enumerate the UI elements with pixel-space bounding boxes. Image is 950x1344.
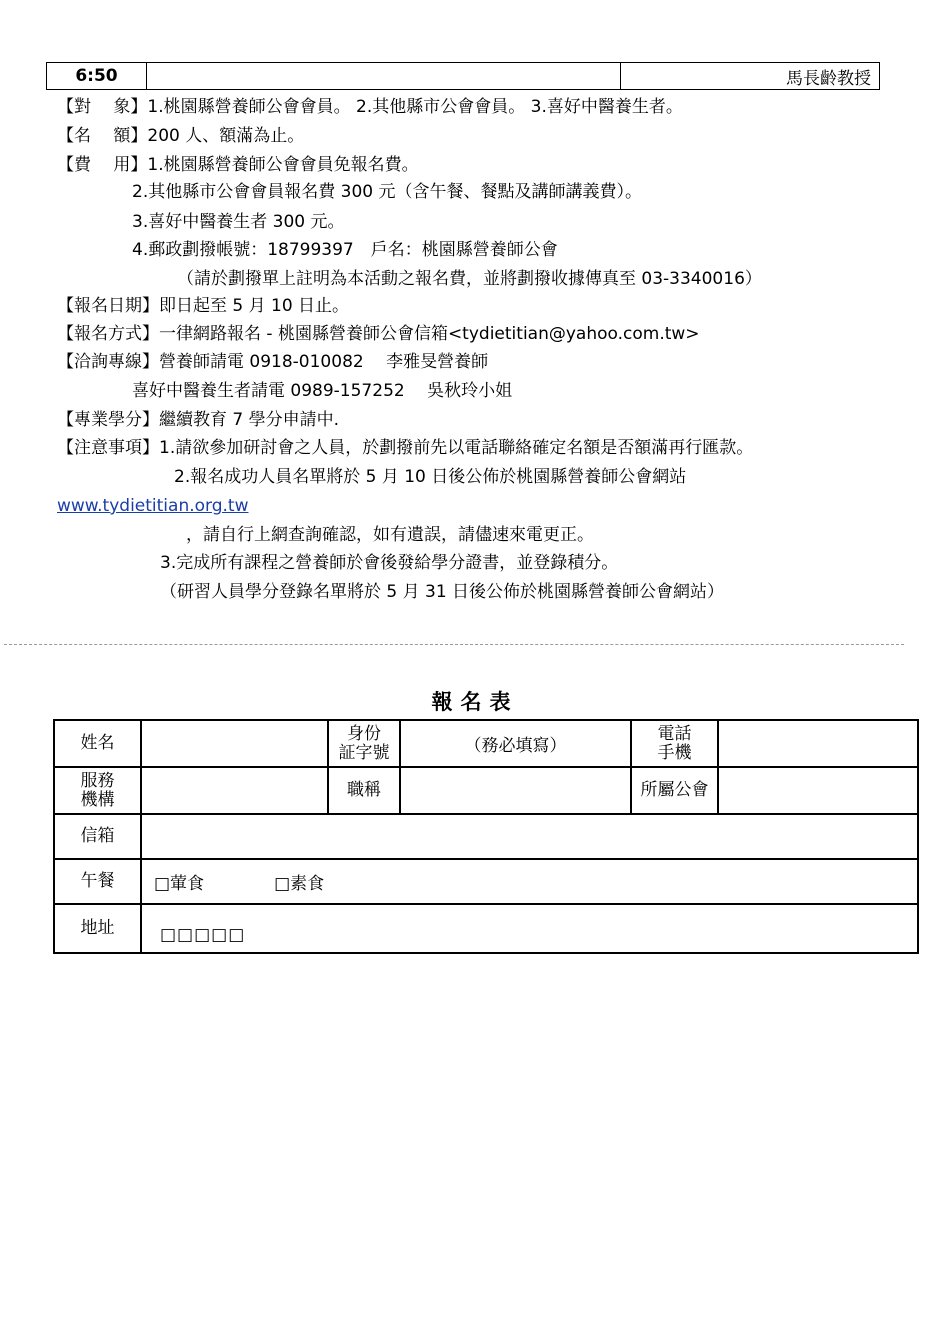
schedule-content xyxy=(147,63,621,90)
schedule-time: 6:50 xyxy=(47,63,147,90)
info-notice: 【注意事項】1.請欲參加研討會之人員，於劃撥前先以電話聯絡確定名額是否額滿再行匯款。 xyxy=(57,438,754,458)
job-title-label: 職稱 xyxy=(328,767,400,814)
address-field[interactable] xyxy=(141,904,918,953)
form-title: 報名表 xyxy=(431,689,519,714)
organization-label xyxy=(54,767,141,814)
info-notice-3: 3.完成所有課程之營養師於會後發給學分證書，並登錄積分。 xyxy=(160,553,619,573)
lunch-label: 午餐 xyxy=(54,859,141,904)
info-target: 【對 象】1.桃園縣營養師公會會員。 2.其他縣市公會會員。 3.喜好中醫養生者。 xyxy=(57,97,683,117)
info-fee-note: （請於劃撥單上註明為本活動之報名費，並將劃撥收據傳真至 03-3340016） xyxy=(177,269,762,289)
organization-field[interactable] xyxy=(141,767,328,814)
registration-form-table xyxy=(53,719,919,954)
info-fee-4: 4.郵政劃撥帳號：18799397 戶名：桃園縣營養師公會 xyxy=(132,240,558,260)
info-notice-2: 2.報名成功人員名單將於 5 月 10 日後公佈於桃園縣營養師公會網站 xyxy=(174,467,687,487)
phone-label-line2: 手機 xyxy=(657,742,692,763)
info-contact: 【洽詢專線】營養師請電 0918-010082 李雅旻營養師 xyxy=(57,352,489,372)
postal-code-boxes[interactable]: □□□□□ xyxy=(160,924,246,945)
phone-field[interactable] xyxy=(718,720,918,767)
cut-line-divider xyxy=(4,644,904,645)
lunch-options xyxy=(141,859,918,904)
lunch-vegetarian-checkbox[interactable]: □素食 xyxy=(274,874,325,894)
union-field[interactable] xyxy=(718,767,918,814)
phone-label-line1: 電話 xyxy=(657,723,692,744)
info-notice-2-cont: ，請自行上網查詢確認，如有遺誤，請儘速來電更正。 xyxy=(186,525,594,545)
info-fee-3: 3.喜好中醫養生者 300 元。 xyxy=(132,212,345,232)
schedule-row-table xyxy=(46,62,880,90)
name-field[interactable] xyxy=(141,720,328,767)
email-label: 信箱 xyxy=(54,814,141,859)
info-notice-3-note: （研習人員學分登錄名單將於 5 月 31 日後公佈於桃園縣營養師公會網站） xyxy=(160,582,725,602)
info-fee: 【費 用】1.桃園縣營養師公會會員免報名費。 xyxy=(57,155,419,175)
info-reg-date: 【報名日期】即日起至 5 月 10 日止。 xyxy=(57,296,350,316)
job-title-field[interactable] xyxy=(400,767,631,814)
id-number-field[interactable] xyxy=(400,720,631,767)
organization-label-line2: 機構 xyxy=(80,789,115,810)
id-number-label xyxy=(328,720,400,767)
info-credits: 【專業學分】繼續教育 7 學分申請中. xyxy=(57,410,340,430)
address-label: 地址 xyxy=(54,904,141,953)
email-field[interactable] xyxy=(141,814,918,859)
lunch-meat-checkbox[interactable]: □葷食 xyxy=(154,874,205,894)
phone-label xyxy=(631,720,718,767)
id-required-note: （務必填寫） xyxy=(464,736,567,756)
organization-label-line1: 服務 xyxy=(80,770,115,791)
info-contact-2: 喜好中醫養生者請電 0989-157252 吳秋玲小姐 xyxy=(132,381,513,401)
info-quota: 【名 額】200 人、額滿為止。 xyxy=(57,126,305,146)
id-number-label-line2: 証字號 xyxy=(338,742,390,763)
schedule-speaker: 馬長齡教授 xyxy=(621,63,880,90)
info-reg-method: 【報名方式】一律網路報名 - 桃園縣營養師公會信箱<tydietitian@yahoo.com.tw> xyxy=(57,324,700,344)
website-link[interactable]: www.tydietitian.org.tw xyxy=(57,496,249,516)
name-label: 姓名 xyxy=(54,720,141,767)
id-number-label-line1: 身份 xyxy=(347,723,381,744)
info-fee-2: 2.其他縣市公會會員報名費 300 元（含午餐、餐點及講師講義費）。 xyxy=(132,182,642,202)
union-label: 所屬公會 xyxy=(631,767,718,814)
